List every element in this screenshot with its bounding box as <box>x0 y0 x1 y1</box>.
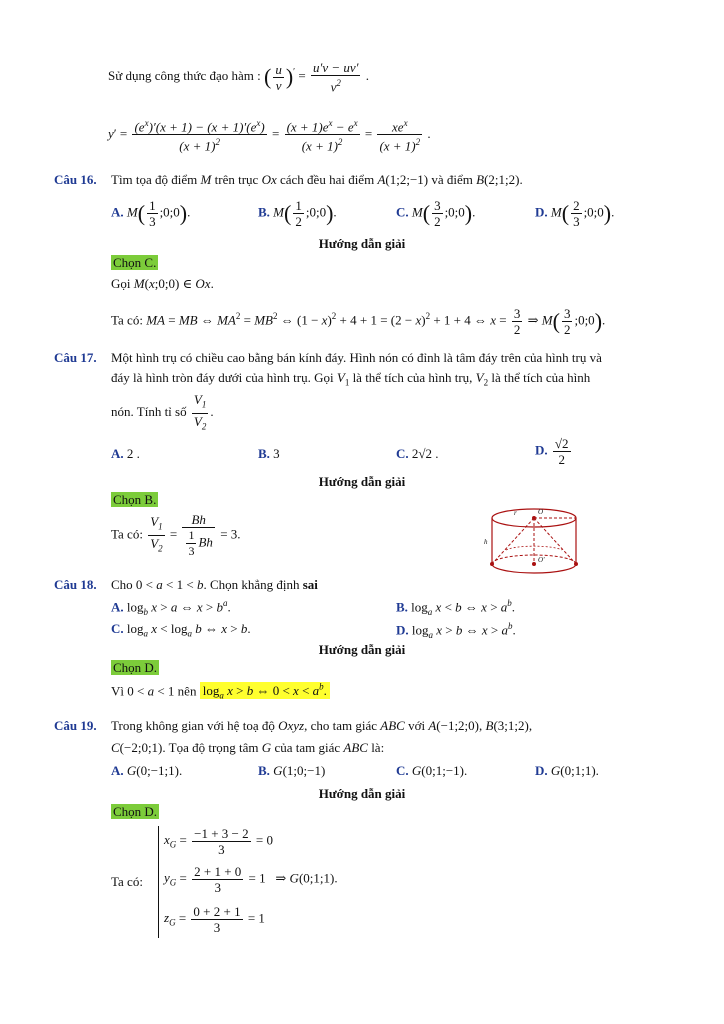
q17-guide-heading: Hướng dẫn giải <box>318 474 406 489</box>
q16-guide-heading: Hướng dẫn giải <box>318 236 406 251</box>
q16-text: Tìm tọa độ điểm M trên trục Ox cách đều hai điểm A(1;2;−1) và điểm B(2;1;2). <box>111 172 523 187</box>
q17-option-b[interactable]: B. 3 <box>258 446 280 461</box>
q19-yg: $y_G$ = $\frac{2 + 1 + 0}{3}$ = 1 ⇒ G(0;1;1). <box>164 864 338 895</box>
q19-zg: $z_G$ = $\frac{0 + 2 + 1}{3}$ = 1 <box>164 904 265 935</box>
q16-option-b[interactable]: B. M( $\frac{1}{2}$ ;0;0). <box>258 198 337 229</box>
q19-text-line1: Trong không gian với hệ toạ độ Oxyz, cho tam giác ABC với A(−1;2;0), B(3;1;2), <box>111 718 533 733</box>
q17-option-d[interactable]: D. $\frac{√2}{2}$ <box>535 436 569 467</box>
q17-label: Câu 17. <box>54 350 97 365</box>
q18-line1: Vì 0 < a < 1 nên $\log_a x > b$ ⇔ $0 < x < a^b$. <box>111 682 330 701</box>
q18-label: Câu 18. <box>54 577 97 592</box>
q17-option-c[interactable]: C. 2√2 . <box>396 446 439 461</box>
q16-option-d[interactable]: D. M( $\frac{2}{3}$ ;0;0). <box>535 198 615 229</box>
q19-answer <box>111 804 159 820</box>
y-prime-formula: y′ = $\frac{(e^x)'(x + 1) - (x + 1)'(e^x)}{(x + 1)^2}$ = $\frac{(x + 1)e^x - e^x}{(x + 1)^2}$ = $\frac{xe^x}{(x + 1)^2}$ . <box>108 118 431 154</box>
q16-line1: Gọi M(x;0;0) ∈ Ox. <box>111 276 214 291</box>
q18-text: Cho 0 < a < 1 < b. Chọn khẳng định sai <box>111 577 318 592</box>
q16-option-c[interactable]: C. M( $\frac{3}{2}$ ;0;0). <box>396 198 476 229</box>
q17-option-a[interactable]: A. 2 . <box>111 446 140 461</box>
q17-text-line2: đáy là hình tròn đáy dưới của hình trụ. Gọi $V_1$ là thể tích của hình trụ, $V_2$ là thể tích của hình <box>111 370 591 388</box>
point-left-bottom <box>490 562 494 566</box>
point-right-bottom <box>574 562 578 566</box>
q18-option-b[interactable]: B. $\log_a x < b$ ⇔ $x > a^b$. <box>396 598 516 617</box>
q19-option-c[interactable]: C. G(0;1;−1). <box>396 763 468 778</box>
system-brace <box>158 826 159 938</box>
q18-choose: Chọn D. <box>113 660 158 675</box>
q16-choose: Chọn C. <box>113 255 157 270</box>
q19-ta-co: Ta có: <box>111 874 143 889</box>
q18-option-d[interactable]: D. $\log_a x > b$ ⇔ $x > a^b$. <box>396 621 516 640</box>
cylinder-cone-figure <box>484 504 584 584</box>
label-h: h <box>484 538 488 546</box>
point-o-prime <box>532 562 536 566</box>
q18-guide-heading: Hướng dẫn giải <box>318 642 406 657</box>
label-o: O <box>538 508 544 516</box>
q18-text-bold: sai <box>302 577 318 592</box>
q18-option-c[interactable]: C. $\log_a x < \log_a b$ ⇔ x > b. <box>111 621 251 639</box>
q19-text-line2: C(−2;0;1). Tọa độ trọng tâm G của tam giác ABC là: <box>111 740 385 755</box>
q19-xg: $x_G$ = $\frac{-1 + 3 - 2}{3}$ = 0 <box>164 826 273 857</box>
q16-label: Câu 16. <box>54 172 97 187</box>
q16-option-a[interactable]: A. M( $\frac{1}{3}$ ;0;0). <box>111 198 191 229</box>
derivative-rule-text: Sử dụng công thức đạo hàm : <box>108 68 261 84</box>
q17-choose: Chọn B. <box>113 492 157 507</box>
label-r: r <box>514 509 517 517</box>
label-o-prime: O' <box>538 556 545 564</box>
point-o <box>532 516 536 520</box>
q16-line2: Ta có: MA = MB ⇔ $MA^2 = MB^2$ ⇔ $(1 - x)^2 + 4 + 1 = (2 - x)^2 + 1 + 4$ ⇔ x = $\frac{3}{2}$ ⇒ M( $\frac{3}{2}$ ;0;0). <box>111 306 606 337</box>
derivative-rule-line <box>108 60 369 94</box>
q18-answer <box>111 660 159 676</box>
q19-guide-heading: Hướng dẫn giải <box>318 786 406 801</box>
q17-text-line3: nón. Tính tỉ số $\frac{V_1}{V_2}$ . <box>111 392 214 432</box>
q19-result: ⇒ G(0;1;1). <box>275 870 338 886</box>
q19-choose: Chọn D. <box>113 804 158 819</box>
derivative-rule-formula: ( $\frac{u}{v}$ )′ = $\frac{u'v - uv'}{v^2}$ . <box>264 60 369 95</box>
q19-option-a[interactable]: A. G(0;−1;1). <box>111 763 183 778</box>
q19-label: Câu 19. <box>54 718 97 733</box>
q19-option-b[interactable]: B. G(1;0;−1) <box>258 763 326 778</box>
q18-option-a[interactable]: A. $\log_b x > a$ ⇔ $x > b^a$. <box>111 598 231 617</box>
q17-answer <box>111 492 158 508</box>
q16-answer <box>111 255 158 271</box>
q19-option-d[interactable]: D. G(0;1;1). <box>535 763 599 778</box>
q18-highlight: $\log_a x > b$ ⇔ $0 < x < a^b$. <box>200 682 330 699</box>
q17-line1: Ta có: $\frac{V_1}{V_2}$ = Bh $\frac{1}{3}$ Bh = 3. <box>111 512 241 558</box>
q17-text-line1: Một hình trụ có chiều cao bằng bán kính đáy. Hình nón có đỉnh là tâm đáy trên của hình trụ và <box>111 350 602 365</box>
cone-left-edge <box>492 518 534 564</box>
